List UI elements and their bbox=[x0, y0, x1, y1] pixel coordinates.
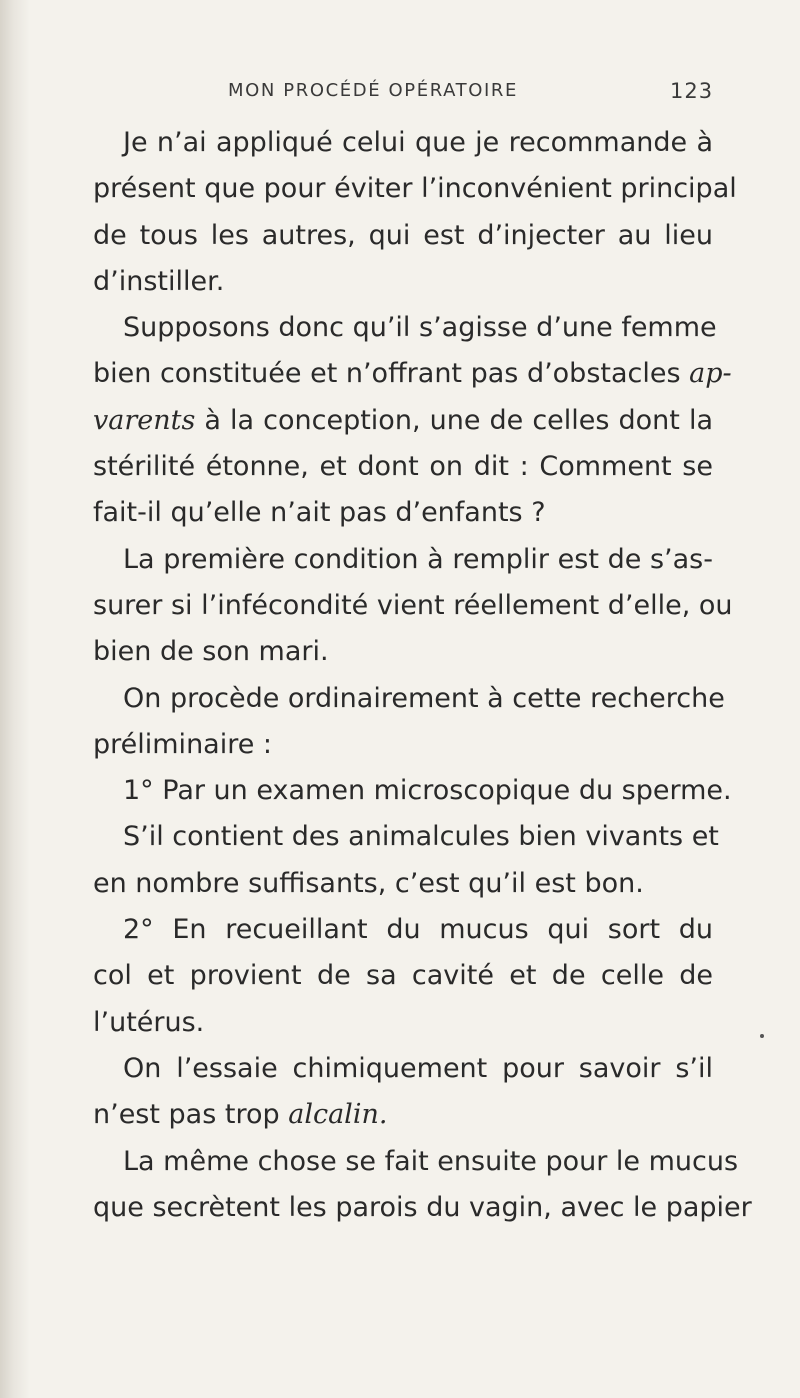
text-line: On procède ordinairement à cette recherche bbox=[123, 682, 725, 714]
text-line: On l’essaie chimiquement pour savoir s’il bbox=[123, 1052, 713, 1084]
italic-word: alcalin. bbox=[288, 1099, 388, 1131]
text-line: fait-il qu’elle n’ait pas d’enfants ? bbox=[93, 497, 546, 529]
text-line: bien de son mari. bbox=[93, 636, 329, 668]
text-line: col et provient de sa cavité et de celle de bbox=[93, 960, 713, 992]
text-segment: n’est pas trop bbox=[93, 1099, 280, 1131]
text-segment: à la conception, une de celles dont la bbox=[204, 404, 713, 436]
text-line: La même chose se fait ensuite pour le mucus bbox=[123, 1145, 739, 1177]
text-line: l’utérus. bbox=[93, 1006, 205, 1038]
running-head bbox=[0, 80, 800, 106]
text-line: 1° Par un examen microscopique du sperme. bbox=[123, 775, 732, 807]
text-line: Je n’ai appliqué celui que je recommande à bbox=[123, 127, 713, 158]
text-line: S’il contient des animalcules bien vivants et bbox=[123, 821, 719, 853]
text-line: préliminaire : bbox=[93, 728, 273, 760]
text-line bbox=[93, 1092, 713, 1138]
text-line: La première condition à remplir est de s’as- bbox=[123, 543, 713, 575]
page-number: 123 bbox=[670, 79, 714, 103]
running-title: MON PROCÉDÉ OPÉRATOIRE bbox=[228, 80, 518, 101]
page-edge-shadow bbox=[0, 0, 30, 1398]
italic-word: ap- bbox=[689, 358, 732, 390]
italic-word: varents bbox=[93, 404, 196, 436]
text-segment: bien constituée et n’offrant pas d’obstacles bbox=[93, 358, 681, 390]
text-line: en nombre suffisants, c’est qu’il est bon. bbox=[93, 867, 644, 899]
text-line bbox=[93, 398, 713, 444]
text-line: d’instiller. bbox=[93, 265, 225, 297]
ink-speck bbox=[760, 1034, 764, 1038]
text-line: stérilité étonne, et dont on dit : Comment se bbox=[93, 451, 713, 483]
text-line: de tous les autres, qui est d’injecter au lieu bbox=[93, 219, 713, 251]
text-line: présent que pour éviter l’inconvénient principal bbox=[93, 173, 737, 205]
text-line bbox=[93, 351, 732, 397]
text-line: que secrètent les parois du vagin, avec le papier bbox=[93, 1191, 752, 1223]
text-line: surer si l’infécondité vient réellement d’elle, ou bbox=[93, 589, 733, 621]
body-text bbox=[93, 120, 752, 1231]
text-line: Supposons donc qu’il s’agisse d’une femme bbox=[123, 312, 717, 344]
text-line: 2° En recueillant du mucus qui sort du bbox=[123, 914, 713, 946]
